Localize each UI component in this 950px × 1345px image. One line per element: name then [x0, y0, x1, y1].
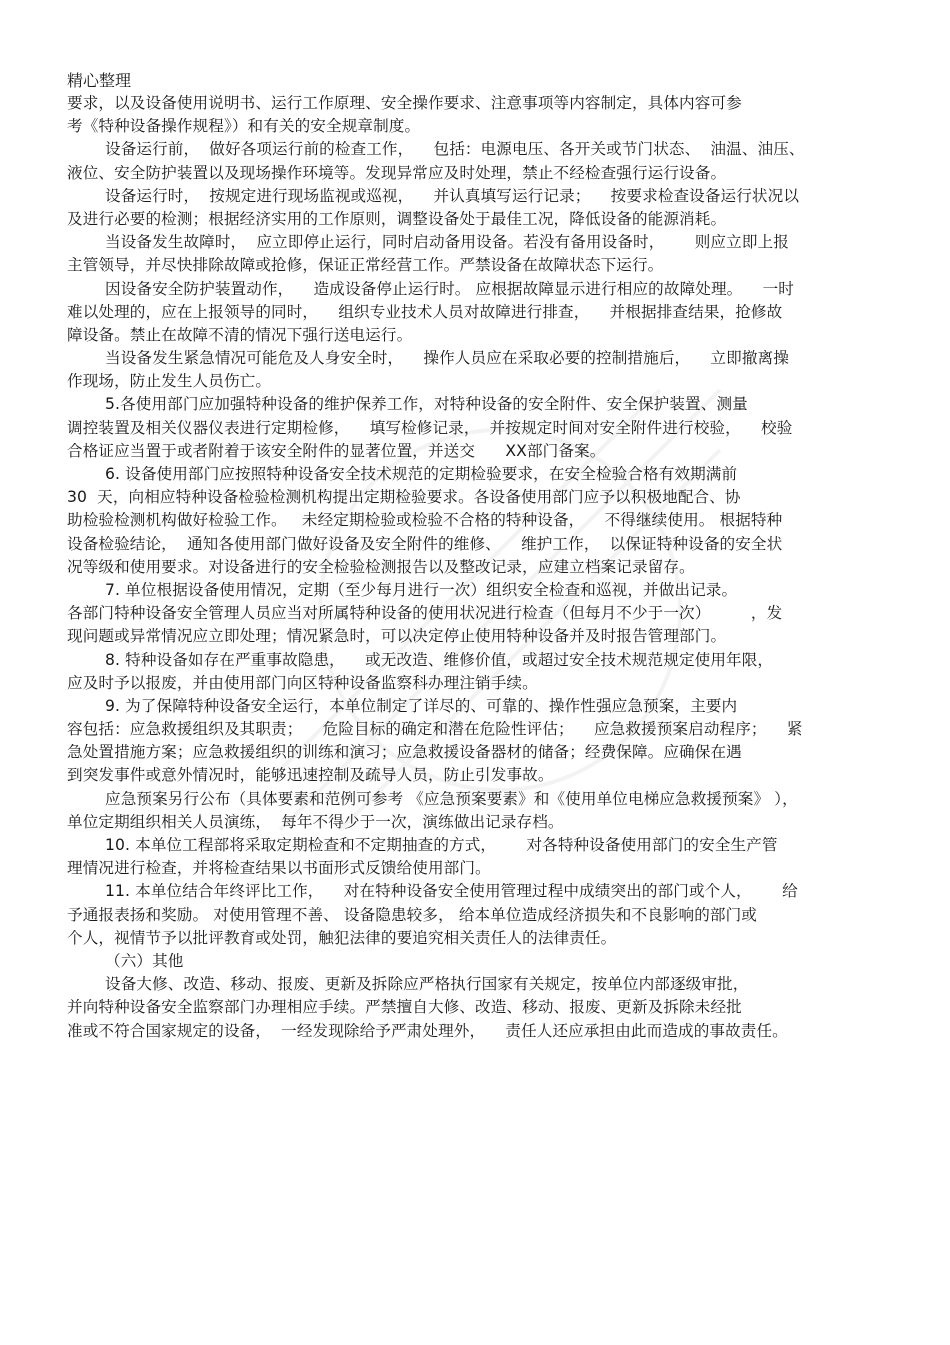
text-line: 调控装置及相关仪器仪表进行定期检修， 填写检修记录， 并按规定时间对安全附件进行校验， 校验 [67, 418, 793, 437]
text-line: 设备大修、改造、移动、报废、更新及拆除应严格执行国家有关规定，按单位内部逐级审批， [105, 975, 749, 994]
text-line: 各部门特种设备安全管理人员应当对所属特种设备的使用状况进行检查（但每月不少于一次） ，发 [67, 604, 783, 623]
text-line: 设备运行前， 做好各项运行前的检查工作， 包括：电源电压、各开关或节门状态、 油温、油压、 [105, 140, 805, 159]
text-line: 7. 单位根据设备使用情况，定期（至少每月进行一次）组织安全检查和巡视，并做出记录。 [105, 580, 738, 599]
text-line: 要求，以及设备使用说明书、运行工作原理、安全操作要求、注意事项等内容制定，具体内容可参 [67, 94, 742, 112]
text-line: 容包括：应急救援组织及其职责； 危险目标的确定和潜在危险性评估； 应急救援预案启动程序； 紧 [67, 720, 803, 739]
text-line: 6. 设备使用部门应按照特种设备安全技术规范的定期检验要求，在安全检验合格有效期满前 [105, 465, 738, 483]
text-line: 况等级和使用要求。对设备进行的安全检验检测报告以及整改记录，应建立档案记录留存。 [67, 557, 695, 576]
text-line: 设备检验结论， 通知各使用部门做好设备及安全附件的维修、 维护工作， 以保证特种设备的安全状 [67, 534, 783, 553]
text-line: 助检验检测机构做好检验工作。 未经定期检验或检验不合格的特种设备， 不得继续使用。 根据特种 [67, 511, 783, 530]
text-line: 应及时予以报废，并由使用部门向区特种设备监察科办理注销手续。 [67, 673, 538, 692]
text-line: 理情况进行检查，并将检查结果以书面形式反馈给使用部门。 [67, 859, 491, 878]
text-line: 个人，视情节予以批评教育或处罚，触犯法律的要追究相关责任人的法律责任。 [67, 928, 617, 947]
text-line: 及进行必要的检测；根据经济实用的工作原则，调整设备处于最佳工况，降低设备的能源消耗。 [67, 209, 727, 228]
document-body [67, 92, 887, 1043]
text-line: 液位、安全防护装置以及现场操作环境等。发现异常应及时处理，禁止不经检查强行运行设备。 [67, 163, 727, 182]
text-line: 11. 本单位结合年终评比工作， 对在特种设备安全使用管理过程中成绩突出的部门或个人， 给 [105, 882, 798, 901]
text-line: 准或不符合国家规定的设备， 一经发现除给予严肃处理外， 责任人还应承担由此而造成的事故责任。 [67, 1021, 788, 1040]
text-line: 作现场，防止发生人员伤亡。 [67, 372, 272, 391]
text-line: 予通报表扬和奖励。 对使用管理不善、 设备隐患较多， 给本单位造成经济损失和不良影响的部门或 [67, 905, 758, 924]
text-line: 并向特种设备安全监察部门办理相应手续。严禁擅自大修、改造、移动、报废、更新及拆除未经批 [67, 998, 742, 1017]
text-line: 设备运行时， 按规定进行现场监视或巡视， 并认真填写运行记录； 按要求检查设备运行状况以 [105, 186, 800, 205]
text-line: 10. 本单位工程部将采取定期检查和不定期抽查的方式， 对各特种设备使用部门的安全生产管 [105, 836, 778, 854]
text-line: 9. 为了保障特种设备安全运行，本单位制定了详尽的、可靠的、操作性强应急预案，主要内 [105, 696, 738, 715]
text-line: 障设备。禁止在故障不清的情况下强行送电运行。 [67, 325, 413, 344]
text-line: 8. 特种设备如存在严重事故隐患， 或无改造、维修价值，或超过安全技术规范规定使用年限， [105, 650, 774, 669]
text-line: 当设备发生紧急情况可能危及人身安全时， 操作人员应在采取必要的控制措施后， 立即撤离操 [105, 349, 789, 368]
text-line: 当设备发生故障时， 应立即停止运行，同时启动备用设备。若没有备用设备时， 则应立即上报 [105, 233, 789, 252]
text-line: 现问题或异常情况应立即处理；情况紧急时，可以决定停止使用特种设备并及时报告管理部门。 [67, 627, 727, 646]
section-heading: （六）其他 [105, 951, 184, 970]
text-line: 考《特种设备操作规程》）和有关的安全规章制度。 [67, 117, 421, 136]
text-line: 难以处理的，应在上报领导的同时， 组织专业技术人员对故障进行排查， 并根据排查结果，抢修故 [67, 302, 783, 321]
text-line: 30 天，向相应特种设备检验检测机构提出定期检验要求。各设备使用部门应予以积极地配合、协 [67, 488, 741, 507]
text-line: 应急预案另行公布（具体要素和范例可参考 《应急预案要素》和《使用单位电梯应急救援预案》 ）， [105, 789, 798, 808]
text-line: 合格证应当置于或者附着于该安全附件的显著位置，并送交 XX部门备案。 [67, 441, 606, 460]
text-line: 因设备安全防护装置动作， 造成设备停止运行时。 应根据故障显示进行相应的故障处理。 一时 [105, 279, 794, 298]
text-line: 到突发事件或意外情况时，能够迅速控制及疏导人员，防止引发事故。 [67, 766, 554, 785]
text-line: 急处置措施方案；应急救援组织的训练和演习；应急救援设备器材的储备；经费保障。应确保在遇 [67, 743, 742, 762]
text-line: 单位定期组织相关人员演练， 每年不得少于一次，演练做出记录存档。 [67, 812, 564, 831]
text-line: 主管领导，并尽快排除故障或抢修，保证正常经营工作。严禁设备在故障状态下运行。 [67, 256, 664, 275]
text-line: 5.各使用部门应加强特种设备的维护保养工作，对特种设备的安全附件、安全保护装置、测量 [105, 395, 748, 414]
page-header: 精心整理 [67, 71, 132, 90]
